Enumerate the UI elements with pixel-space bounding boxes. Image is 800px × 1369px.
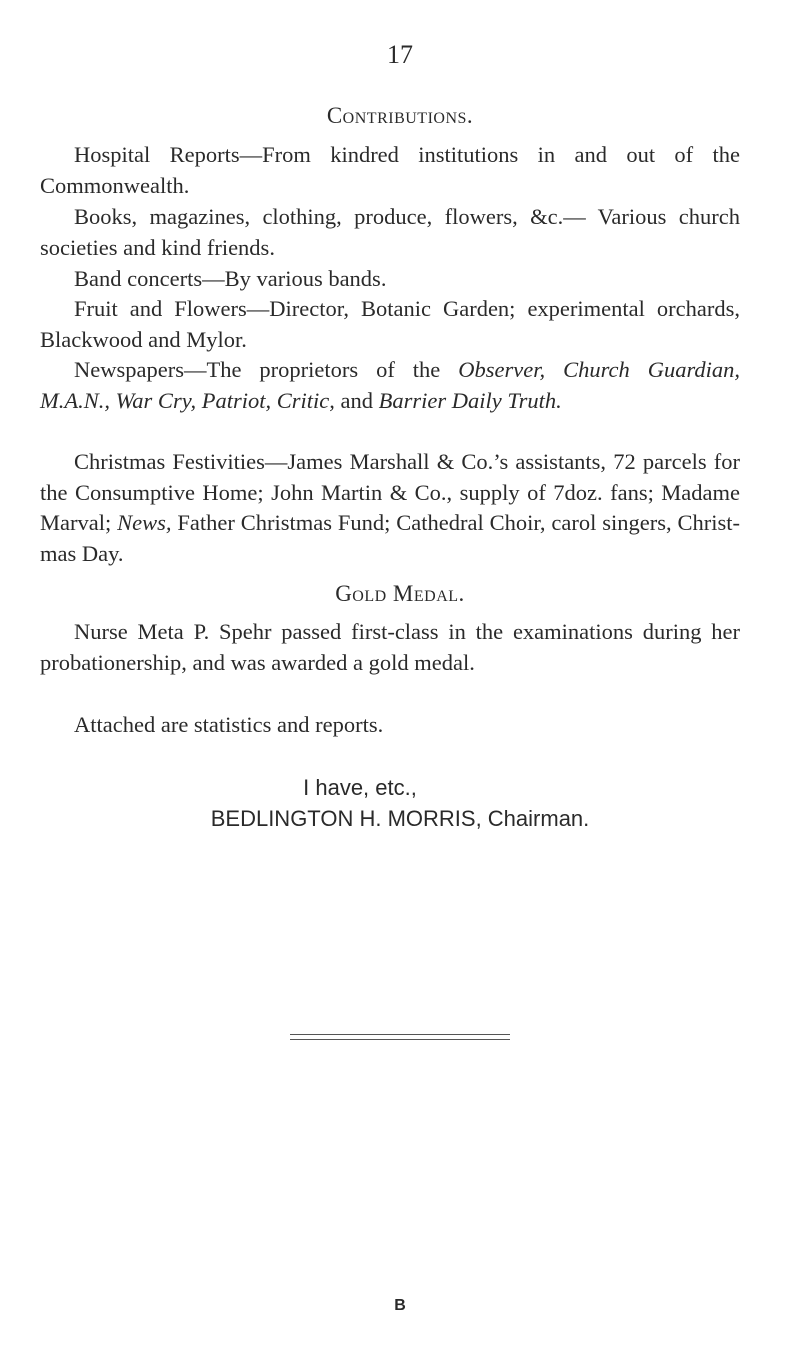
attached-paragraph: Attached are statistics and reports. (74, 712, 384, 737)
hospital-reports-paragraph: Hospital Reports—From kindred institutions in and out of the Commonwealth. (40, 142, 740, 198)
signature-line: BEDLINGTON H. MORRIS, Chairman. (210, 806, 590, 831)
news-title: News, (117, 510, 172, 535)
nurse-paragraph: Nurse Meta P. Spehr passed first-class in the examinations during her probationership, and was awarded a gold medal. (40, 619, 740, 675)
man-title: M.A.N., (40, 387, 110, 413)
newspapers-prefix: Newspapers—The proprietors of the (74, 357, 459, 382)
barrier-daily-truth-title: Barrier Daily Truth. (378, 387, 562, 413)
band-concerts-paragraph: Band concerts—By various bands. (74, 266, 387, 291)
gold-medal-heading: Gold Medal. (335, 581, 465, 606)
war-cry-title: War Cry, (115, 387, 197, 413)
contributions-heading: Contributions. (326, 103, 474, 128)
page-number: 17 (387, 40, 413, 69)
and-word: and (340, 387, 373, 413)
christmas-part-1: Christmas Festivities—James Marshall & Co.’s assistants, 72 parcels for the Consumptive Home; John Martin & Co., supply of 7doz. fans; Madame Marval; (40, 449, 740, 535)
christmas-festivities-paragraph (40, 447, 740, 569)
christmas-part-2: Father Christmas Fund; Cathedral Choir, carol singers, Christmas Day. (40, 510, 741, 566)
signature-mark: B (394, 1297, 406, 1314)
observer-title: Observer, (458, 357, 546, 382)
patriot-title: Patriot, (201, 387, 272, 413)
books-paragraph: Books, magazines, clothing, produce, flowers, &c.— Various church societies and kind friends. (40, 204, 740, 260)
divider-rule-top (290, 1034, 510, 1035)
closing-line: I have, etc., (303, 775, 417, 800)
newspapers-paragraph (40, 355, 740, 416)
fruit-flowers-paragraph: Fruit and Flowers—Director, Botanic Garden; experimental orchards, Blackwood and Mylor. (40, 296, 740, 352)
divider-rule-bottom (290, 1039, 510, 1040)
critic-title: Critic, (276, 387, 335, 413)
church-guardian-title: Church Guardian, (563, 357, 741, 382)
